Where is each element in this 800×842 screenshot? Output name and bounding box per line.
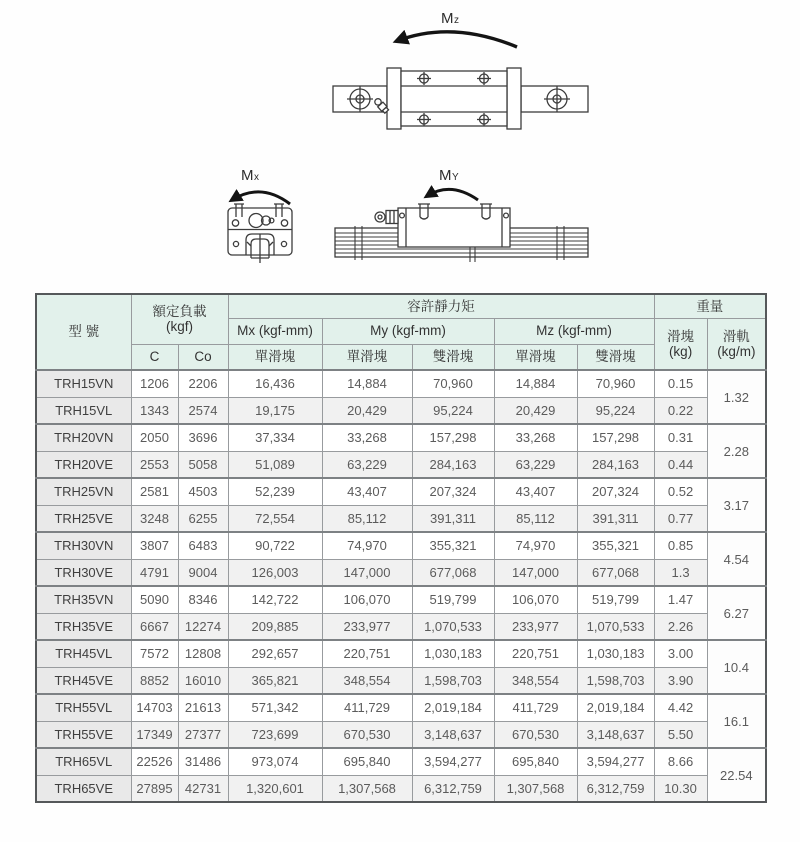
rail-weight-cell: 3.17 bbox=[707, 478, 766, 532]
mz-double-cell: 70,960 bbox=[577, 370, 654, 397]
mz-single-cell: 106,070 bbox=[494, 586, 577, 613]
co-cell: 9004 bbox=[178, 559, 228, 586]
model-cell: TRH45VL bbox=[36, 640, 131, 667]
spec-row-TRH65VL bbox=[36, 748, 766, 775]
my-single-cell: 147,000 bbox=[322, 559, 412, 586]
my-double-cell: 207,324 bbox=[412, 478, 494, 505]
mz-single-cell: 14,884 bbox=[494, 370, 577, 397]
mz-double-cell: 157,298 bbox=[577, 424, 654, 451]
spec-row-TRH20VE bbox=[36, 451, 766, 478]
my-arrow bbox=[427, 189, 478, 200]
my-single-cell: 74,970 bbox=[322, 532, 412, 559]
spec-row-TRH45VL bbox=[36, 640, 766, 667]
mx-single-cell: 209,885 bbox=[228, 613, 322, 640]
header-mx: Mx (kgf-mm) bbox=[228, 318, 322, 344]
block-kg-cell: 4.42 bbox=[654, 694, 707, 721]
my-double-cell: 157,298 bbox=[412, 424, 494, 451]
grease-nipple-side-icon bbox=[375, 211, 398, 224]
block-kg-cell: 0.22 bbox=[654, 397, 707, 424]
spec-table bbox=[35, 293, 767, 803]
model-cell: TRH65VE bbox=[36, 775, 131, 802]
block-kg-cell: 1.3 bbox=[654, 559, 707, 586]
mz-single-cell: 1,307,568 bbox=[494, 775, 577, 802]
mx-label: Mx bbox=[241, 167, 260, 184]
rail-weight-cell: 10.4 bbox=[707, 640, 766, 694]
my-double-cell: 355,321 bbox=[412, 532, 494, 559]
header-mx-single: 單滑塊 bbox=[228, 344, 322, 370]
mz-double-cell: 355,321 bbox=[577, 532, 654, 559]
mz-double-cell: 284,163 bbox=[577, 451, 654, 478]
co-cell: 5058 bbox=[178, 451, 228, 478]
my-single-cell: 411,729 bbox=[322, 694, 412, 721]
block-kg-cell: 0.77 bbox=[654, 505, 707, 532]
mx-single-cell: 72,554 bbox=[228, 505, 322, 532]
my-single-cell: 43,407 bbox=[322, 478, 412, 505]
header-model: 型 號 bbox=[36, 294, 131, 370]
c-cell: 5090 bbox=[131, 586, 178, 613]
c-cell: 3807 bbox=[131, 532, 178, 559]
rail-weight-cell: 16.1 bbox=[707, 694, 766, 748]
rail-weight-cell: 4.54 bbox=[707, 532, 766, 586]
rail-weight-title: 滑軌 bbox=[722, 328, 750, 344]
co-cell: 6255 bbox=[178, 505, 228, 532]
block-kg-cell: 2.26 bbox=[654, 613, 707, 640]
co-cell: 12274 bbox=[178, 613, 228, 640]
co-cell: 21613 bbox=[178, 694, 228, 721]
my-single-cell: 348,554 bbox=[322, 667, 412, 694]
c-cell: 22526 bbox=[131, 748, 178, 775]
co-cell: 2206 bbox=[178, 370, 228, 397]
spec-row-TRH65VE bbox=[36, 775, 766, 802]
header-block-weight bbox=[654, 318, 707, 370]
my-double-cell: 3,594,277 bbox=[412, 748, 494, 775]
my-double-cell: 1,598,703 bbox=[412, 667, 494, 694]
mz-single-cell: 411,729 bbox=[494, 694, 577, 721]
my-double-cell: 70,960 bbox=[412, 370, 494, 397]
mz-double-cell: 391,311 bbox=[577, 505, 654, 532]
my-double-cell: 677,068 bbox=[412, 559, 494, 586]
mz-single-cell: 147,000 bbox=[494, 559, 577, 586]
mx-single-cell: 51,089 bbox=[228, 451, 322, 478]
spec-row-TRH55VL bbox=[36, 694, 766, 721]
block-kg-cell: 0.15 bbox=[654, 370, 707, 397]
model-cell: TRH15VN bbox=[36, 370, 131, 397]
my-single-cell: 63,229 bbox=[322, 451, 412, 478]
header-rated-load bbox=[131, 294, 228, 344]
header-my-single: 單滑塊 bbox=[322, 344, 412, 370]
my-label: MY bbox=[439, 167, 460, 184]
block-kg-cell: 3.00 bbox=[654, 640, 707, 667]
block-kg-cell: 10.30 bbox=[654, 775, 707, 802]
mz-single-cell: 63,229 bbox=[494, 451, 577, 478]
mz-single-cell: 220,751 bbox=[494, 640, 577, 667]
header-c: C bbox=[131, 344, 178, 370]
mz-double-cell: 1,598,703 bbox=[577, 667, 654, 694]
model-cell: TRH30VN bbox=[36, 532, 131, 559]
spec-row-TRH25VE bbox=[36, 505, 766, 532]
mz-double-cell: 3,594,277 bbox=[577, 748, 654, 775]
mz-double-cell: 207,324 bbox=[577, 478, 654, 505]
c-cell: 2050 bbox=[131, 424, 178, 451]
my-single-cell: 14,884 bbox=[322, 370, 412, 397]
co-cell: 8346 bbox=[178, 586, 228, 613]
mx-diagram bbox=[228, 192, 292, 263]
block-kg-cell: 0.44 bbox=[654, 451, 707, 478]
spec-row-TRH35VE bbox=[36, 613, 766, 640]
mz-double-cell: 95,224 bbox=[577, 397, 654, 424]
spec-row-TRH35VN bbox=[36, 586, 766, 613]
mz-single-cell: 348,554 bbox=[494, 667, 577, 694]
mz-arrow bbox=[397, 32, 517, 47]
my-double-cell: 95,224 bbox=[412, 397, 494, 424]
my-single-cell: 85,112 bbox=[322, 505, 412, 532]
header-static-moment: 容許靜力矩 bbox=[228, 294, 654, 318]
model-cell: TRH65VL bbox=[36, 748, 131, 775]
my-double-cell: 519,799 bbox=[412, 586, 494, 613]
co-cell: 16010 bbox=[178, 667, 228, 694]
my-single-cell: 20,429 bbox=[322, 397, 412, 424]
mz-double-cell: 519,799 bbox=[577, 586, 654, 613]
rail-weight-cell: 1.32 bbox=[707, 370, 766, 424]
co-cell: 42731 bbox=[178, 775, 228, 802]
spec-row-TRH55VE bbox=[36, 721, 766, 748]
model-cell: TRH35VN bbox=[36, 586, 131, 613]
co-cell: 27377 bbox=[178, 721, 228, 748]
mx-single-cell: 292,657 bbox=[228, 640, 322, 667]
header-weight: 重量 bbox=[654, 294, 766, 318]
block-weight-title: 滑塊 bbox=[667, 328, 695, 344]
header-co: Co bbox=[178, 344, 228, 370]
c-cell: 6667 bbox=[131, 613, 178, 640]
spec-row-TRH15VL bbox=[36, 397, 766, 424]
spec-table-body bbox=[36, 370, 766, 802]
my-single-cell: 695,840 bbox=[322, 748, 412, 775]
mx-arrow bbox=[232, 192, 290, 204]
mz-single-cell: 695,840 bbox=[494, 748, 577, 775]
mz-double-cell: 3,148,637 bbox=[577, 721, 654, 748]
co-cell: 2574 bbox=[178, 397, 228, 424]
c-cell: 2581 bbox=[131, 478, 178, 505]
my-double-cell: 284,163 bbox=[412, 451, 494, 478]
my-double-cell: 3,148,637 bbox=[412, 721, 494, 748]
mx-single-cell: 126,003 bbox=[228, 559, 322, 586]
c-cell: 1206 bbox=[131, 370, 178, 397]
model-cell: TRH20VN bbox=[36, 424, 131, 451]
mz-single-cell: 85,112 bbox=[494, 505, 577, 532]
header-my: My (kgf-mm) bbox=[322, 318, 494, 344]
model-cell: TRH30VE bbox=[36, 559, 131, 586]
c-cell: 3248 bbox=[131, 505, 178, 532]
mx-single-cell: 37,334 bbox=[228, 424, 322, 451]
model-cell: TRH25VE bbox=[36, 505, 131, 532]
co-cell: 3696 bbox=[178, 424, 228, 451]
mz-single-cell: 33,268 bbox=[494, 424, 577, 451]
my-double-cell: 1,030,183 bbox=[412, 640, 494, 667]
rail-weight-cell: 22.54 bbox=[707, 748, 766, 802]
spec-table-header bbox=[36, 294, 766, 370]
mz-diagram bbox=[333, 32, 588, 129]
model-cell: TRH55VL bbox=[36, 694, 131, 721]
block-kg-cell: 0.31 bbox=[654, 424, 707, 451]
my-double-cell: 391,311 bbox=[412, 505, 494, 532]
mz-single-cell: 43,407 bbox=[494, 478, 577, 505]
block-weight-unit: (kg) bbox=[668, 343, 693, 359]
block-kg-cell: 1.47 bbox=[654, 586, 707, 613]
mx-single-cell: 16,436 bbox=[228, 370, 322, 397]
model-cell: TRH55VE bbox=[36, 721, 131, 748]
block-kg-cell: 0.85 bbox=[654, 532, 707, 559]
mz-label: Mz bbox=[441, 10, 460, 27]
mx-single-cell: 90,722 bbox=[228, 532, 322, 559]
model-cell: TRH25VN bbox=[36, 478, 131, 505]
co-cell: 6483 bbox=[178, 532, 228, 559]
block-kg-cell: 5.50 bbox=[654, 721, 707, 748]
c-cell: 7572 bbox=[131, 640, 178, 667]
mz-single-cell: 20,429 bbox=[494, 397, 577, 424]
co-cell: 4503 bbox=[178, 478, 228, 505]
mx-single-cell: 973,074 bbox=[228, 748, 322, 775]
model-cell: TRH15VL bbox=[36, 397, 131, 424]
spec-row-TRH25VN bbox=[36, 478, 766, 505]
model-cell: TRH20VE bbox=[36, 451, 131, 478]
mz-double-cell: 677,068 bbox=[577, 559, 654, 586]
mx-single-cell: 723,699 bbox=[228, 721, 322, 748]
rail-weight-cell: 2.28 bbox=[707, 424, 766, 478]
spec-row-TRH30VE bbox=[36, 559, 766, 586]
my-single-cell: 33,268 bbox=[322, 424, 412, 451]
rated-load-title: 額定負載 bbox=[152, 304, 207, 320]
c-cell: 2553 bbox=[131, 451, 178, 478]
header-my-double: 雙滑塊 bbox=[412, 344, 494, 370]
mz-double-cell: 2,019,184 bbox=[577, 694, 654, 721]
rated-load-unit: (kgf) bbox=[166, 319, 193, 335]
mz-single-cell: 74,970 bbox=[494, 532, 577, 559]
my-single-cell: 233,977 bbox=[322, 613, 412, 640]
header-mz-double: 雙滑塊 bbox=[577, 344, 654, 370]
my-diagram bbox=[335, 189, 588, 262]
mz-double-cell: 1,070,533 bbox=[577, 613, 654, 640]
my-double-cell: 6,312,759 bbox=[412, 775, 494, 802]
c-cell: 8852 bbox=[131, 667, 178, 694]
mz-single-cell: 233,977 bbox=[494, 613, 577, 640]
c-cell: 14703 bbox=[131, 694, 178, 721]
mx-single-cell: 19,175 bbox=[228, 397, 322, 424]
c-cell: 27895 bbox=[131, 775, 178, 802]
co-cell: 12808 bbox=[178, 640, 228, 667]
my-single-cell: 220,751 bbox=[322, 640, 412, 667]
spec-row-TRH30VN bbox=[36, 532, 766, 559]
mz-double-cell: 6,312,759 bbox=[577, 775, 654, 802]
spec-row-TRH45VE bbox=[36, 667, 766, 694]
block-kg-cell: 3.90 bbox=[654, 667, 707, 694]
c-cell: 1343 bbox=[131, 397, 178, 424]
mx-single-cell: 1,320,601 bbox=[228, 775, 322, 802]
rail-weight-unit: (kg/m) bbox=[717, 343, 756, 359]
spec-row-TRH20VN bbox=[36, 424, 766, 451]
mx-single-cell: 571,342 bbox=[228, 694, 322, 721]
mx-single-cell: 52,239 bbox=[228, 478, 322, 505]
header-mz-single: 單滑塊 bbox=[494, 344, 577, 370]
c-cell: 4791 bbox=[131, 559, 178, 586]
mx-single-cell: 365,821 bbox=[228, 667, 322, 694]
header-rail-weight bbox=[707, 318, 766, 370]
c-cell: 17349 bbox=[131, 721, 178, 748]
spec-row-TRH15VN bbox=[36, 370, 766, 397]
block-kg-cell: 0.52 bbox=[654, 478, 707, 505]
model-cell: TRH45VE bbox=[36, 667, 131, 694]
my-single-cell: 106,070 bbox=[322, 586, 412, 613]
moment-diagrams bbox=[0, 0, 800, 290]
model-cell: TRH35VE bbox=[36, 613, 131, 640]
mz-double-cell: 1,030,183 bbox=[577, 640, 654, 667]
mx-single-cell: 142,722 bbox=[228, 586, 322, 613]
header-mz: Mz (kgf-mm) bbox=[494, 318, 654, 344]
block-kg-cell: 8.66 bbox=[654, 748, 707, 775]
my-single-cell: 670,530 bbox=[322, 721, 412, 748]
rail-weight-cell: 6.27 bbox=[707, 586, 766, 640]
my-double-cell: 2,019,184 bbox=[412, 694, 494, 721]
my-single-cell: 1,307,568 bbox=[322, 775, 412, 802]
co-cell: 31486 bbox=[178, 748, 228, 775]
my-double-cell: 1,070,533 bbox=[412, 613, 494, 640]
mz-single-cell: 670,530 bbox=[494, 721, 577, 748]
